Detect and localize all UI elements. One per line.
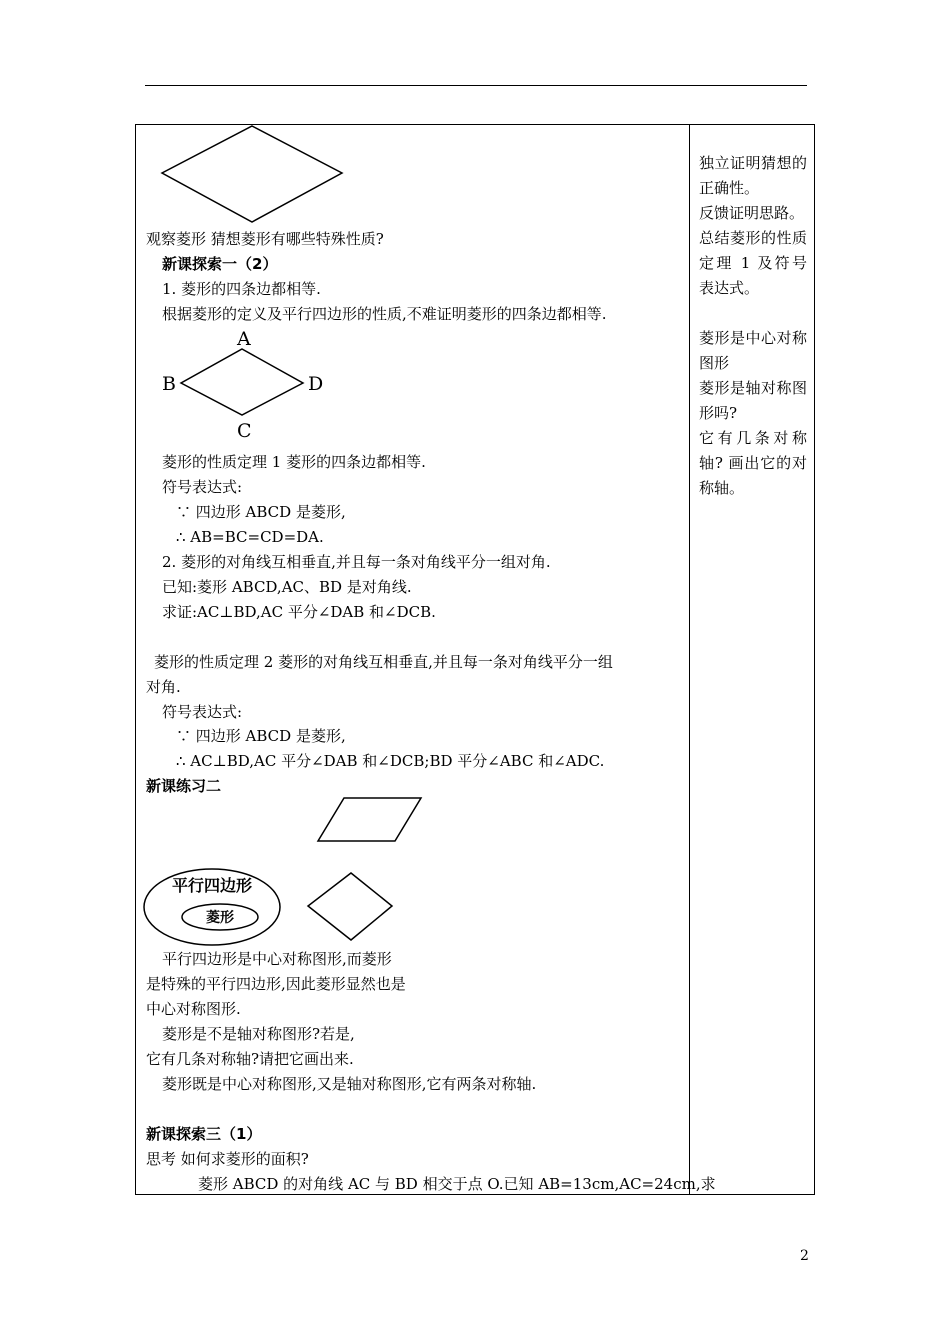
rhombus-abcd-shape: [181, 349, 303, 415]
lesson-table: [135, 124, 815, 1195]
para2-line1: 菱形是不是轴对称图形?若是,: [162, 1025, 355, 1043]
item2-title: 2. 菱形的对角线互相垂直,并且每一条对角线平分一组对角.: [162, 553, 551, 571]
header-rule: [145, 85, 807, 86]
rhombus-figure-small: [136, 870, 689, 950]
observe-line: 观察菱形 猜想菱形有哪些特殊性质?: [146, 230, 384, 248]
sidebar-note-4: 菱形是中心对称图形: [699, 329, 807, 372]
rhombus-figure-top: [136, 125, 689, 225]
sidebar-gap: [699, 301, 807, 326]
para2-line2: 它有几条对称轴?请把它画出来.: [146, 1050, 354, 1068]
venn-outer-label: 平行四边形: [171, 876, 253, 895]
think-line: 思考 如何求菱形的面积?: [146, 1150, 309, 1168]
parallelogram-figure: [136, 795, 689, 847]
vertex-c-label: C: [237, 420, 252, 442]
sidebar-note-5: 菱形是轴对称图形吗?: [699, 379, 807, 422]
item1-title: 1. 菱形的四条边都相等.: [162, 280, 321, 298]
because-2: ∵ 四边形 ABCD 是菱形,: [176, 727, 346, 745]
symbol-label-1: 符号表达式:: [162, 478, 243, 496]
explore3-heading: 新课探索三（1）: [146, 1125, 262, 1143]
para3: 菱形既是中心对称图形,又是轴对称图形,它有两条对称轴.: [162, 1075, 537, 1093]
practice2-heading: 新课练习二: [146, 777, 222, 795]
sidebar-note-6: 它有几条对称轴? 画出它的对称轴。: [699, 429, 807, 497]
rhombus-abcd-figure: [136, 325, 689, 445]
theorem2-line2: 对角.: [146, 678, 181, 696]
page-number: 2: [800, 1248, 809, 1264]
therefore-2: ∴ AC⊥BD,AC 平分∠DAB 和∠DCB;BD 平分∠ABC 和∠ADC.: [176, 752, 605, 770]
therefore-1: ∴ AB=BC=CD=DA.: [176, 528, 324, 546]
sidebar-note-1: 独立证明猜想的正确性。: [699, 154, 807, 197]
sidebar-notes: [699, 151, 807, 501]
item1-text: 根据菱形的定义及平行四边形的性质,不难证明菱形的四条边都相等.: [162, 305, 607, 323]
main-column: [136, 125, 716, 1194]
vertex-a-label: A: [237, 328, 251, 350]
sidebar-note-2: 反馈证明思路。: [699, 204, 805, 222]
problem-line: 菱形 ABCD 的对角线 AC 与 BD 相交于点 O.已知 AB=13cm,AC=24cm,求: [198, 1175, 716, 1193]
prove-line: 求证:AC⊥BD,AC 平分∠DAB 和∠DCB.: [162, 603, 436, 621]
theorem1: 菱形的性质定理 1 菱形的四条边都相等.: [162, 453, 426, 471]
para1-line3: 中心对称图形.: [146, 1000, 241, 1018]
explore1-heading: 新课探索一（2）: [162, 255, 278, 273]
para1-line2: 是特殊的平行四边形,因此菱形显然也是: [146, 975, 406, 993]
column-divider: [689, 125, 690, 1194]
because-1: ∵ 四边形 ABCD 是菱形,: [176, 503, 346, 521]
sidebar-note-3: 总结菱形的性质定理 1 及符号表达式。: [699, 229, 807, 297]
vertex-d-label: D: [308, 373, 324, 395]
venn-inner-label: 菱形: [206, 910, 234, 926]
vertex-b-label: B: [162, 373, 176, 395]
given-line: 已知:菱形 ABCD,AC、BD 是对角线.: [162, 578, 412, 596]
para1-line1: 平行四边形是中心对称图形,而菱形: [162, 950, 392, 968]
theorem2-line1: 菱形的性质定理 2 菱形的对角线互相垂直,并且每一条对角线平分一组: [154, 653, 613, 671]
symbol-label-2: 符号表达式:: [162, 703, 243, 721]
